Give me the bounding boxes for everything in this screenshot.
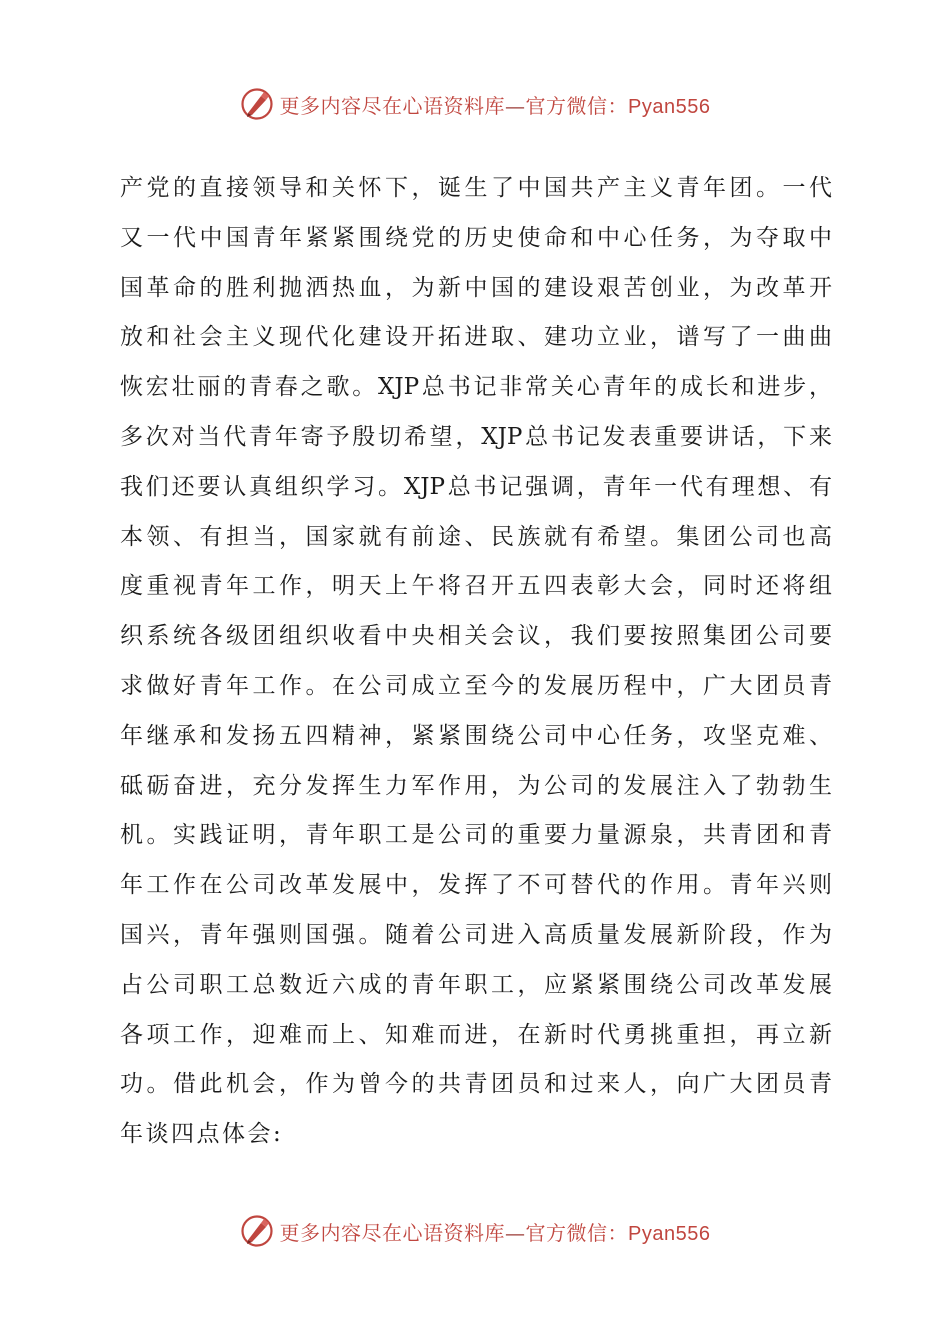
paragraph-line: 国兴，青年强则国强。随着公司进入高质量发展新阶段，作为 bbox=[120, 921, 832, 948]
paragraph-line: 国革命的胜利抛洒热血，为新中国的建设艰苦创业，为改革开 bbox=[120, 274, 832, 301]
watermark-account: Pyan556 bbox=[628, 1222, 711, 1245]
paragraph-line: 占公司职工总数近六成的青年职工，应紧紧围绕公司改革发展 bbox=[120, 971, 832, 998]
paragraph-line: 放和社会主义现代化建设开拓进取、建功立业，谱写了一曲曲 bbox=[120, 324, 832, 351]
watermark-site-text: 更多内容尽在心语资料库 bbox=[279, 1220, 506, 1245]
paragraph-line: 年继承和发扬五四精神，紧紧围绕公司中心任务，攻坚克难、 bbox=[120, 722, 832, 749]
paragraph-line: 功。借此机会，作为曾今的共青团员和过来人，向广大团员青 bbox=[120, 1071, 832, 1098]
paragraph-line: 砥砺奋进，充分发挥生力军作用，为公司的发展注入了勃勃生 bbox=[120, 772, 832, 799]
paragraph-line: 年工作在公司改革发展中，发挥了不可替代的作用。青年兴则 bbox=[120, 872, 832, 899]
watermark-site-text: 更多内容尽在心语资料库 bbox=[279, 93, 506, 118]
paragraph-line: 多次对当代青年寄予殷切希望，XJP总书记发表重要讲话，下来 bbox=[120, 423, 832, 450]
watermark-dash: — bbox=[505, 1220, 526, 1245]
watermark-label: 官方微信： bbox=[525, 1220, 629, 1245]
paragraph-line: 机。实践证明，青年职工是公司的重要力量源泉，共青团和青 bbox=[120, 822, 832, 849]
pen-nib-logo-icon bbox=[240, 1214, 274, 1248]
paragraph-line: 织系统各级团组织收看中央相关会议，我们要按照集团公司要 bbox=[120, 623, 832, 650]
paragraph-line: 又一代中国青年紧紧围绕党的历史使命和中心任务，为夺取中 bbox=[120, 224, 832, 251]
paragraph-line: 年谈四点体会: bbox=[120, 1121, 284, 1148]
watermark-account: Pyan556 bbox=[628, 95, 711, 118]
paragraph-line: 求做好青年工作。在公司成立至今的发展历程中，广大团员青 bbox=[120, 672, 832, 699]
footer-watermark bbox=[0, 1211, 950, 1251]
document-paragraph bbox=[120, 164, 832, 1160]
paragraph-line: 我们还要认真组织学习。XJP总书记强调，青年一代有理想、有 bbox=[120, 473, 832, 500]
pen-nib-logo-icon bbox=[240, 87, 274, 121]
watermark-text bbox=[280, 90, 711, 119]
paragraph-line: 度重视青年工作，明天上午将召开五四表彰大会，同时还将组 bbox=[120, 573, 832, 600]
watermark-dash: — bbox=[505, 93, 526, 118]
paragraph-line: 恢宏壮丽的青春之歌。XJP总书记非常关心青年的成长和进步， bbox=[120, 374, 832, 401]
watermark-label: 官方微信： bbox=[525, 93, 629, 118]
paragraph-line: 各项工作，迎难而上、知难而进，在新时代勇挑重担，再立新 bbox=[120, 1021, 832, 1048]
paragraph-line: 产党的直接领导和关怀下，诞生了中国共产主义青年团。一代 bbox=[120, 175, 832, 201]
header-watermark bbox=[0, 84, 950, 124]
watermark-text bbox=[280, 1217, 711, 1246]
paragraph-line: 本领、有担当，国家就有前途、民族就有希望。集团公司也高 bbox=[120, 523, 832, 550]
